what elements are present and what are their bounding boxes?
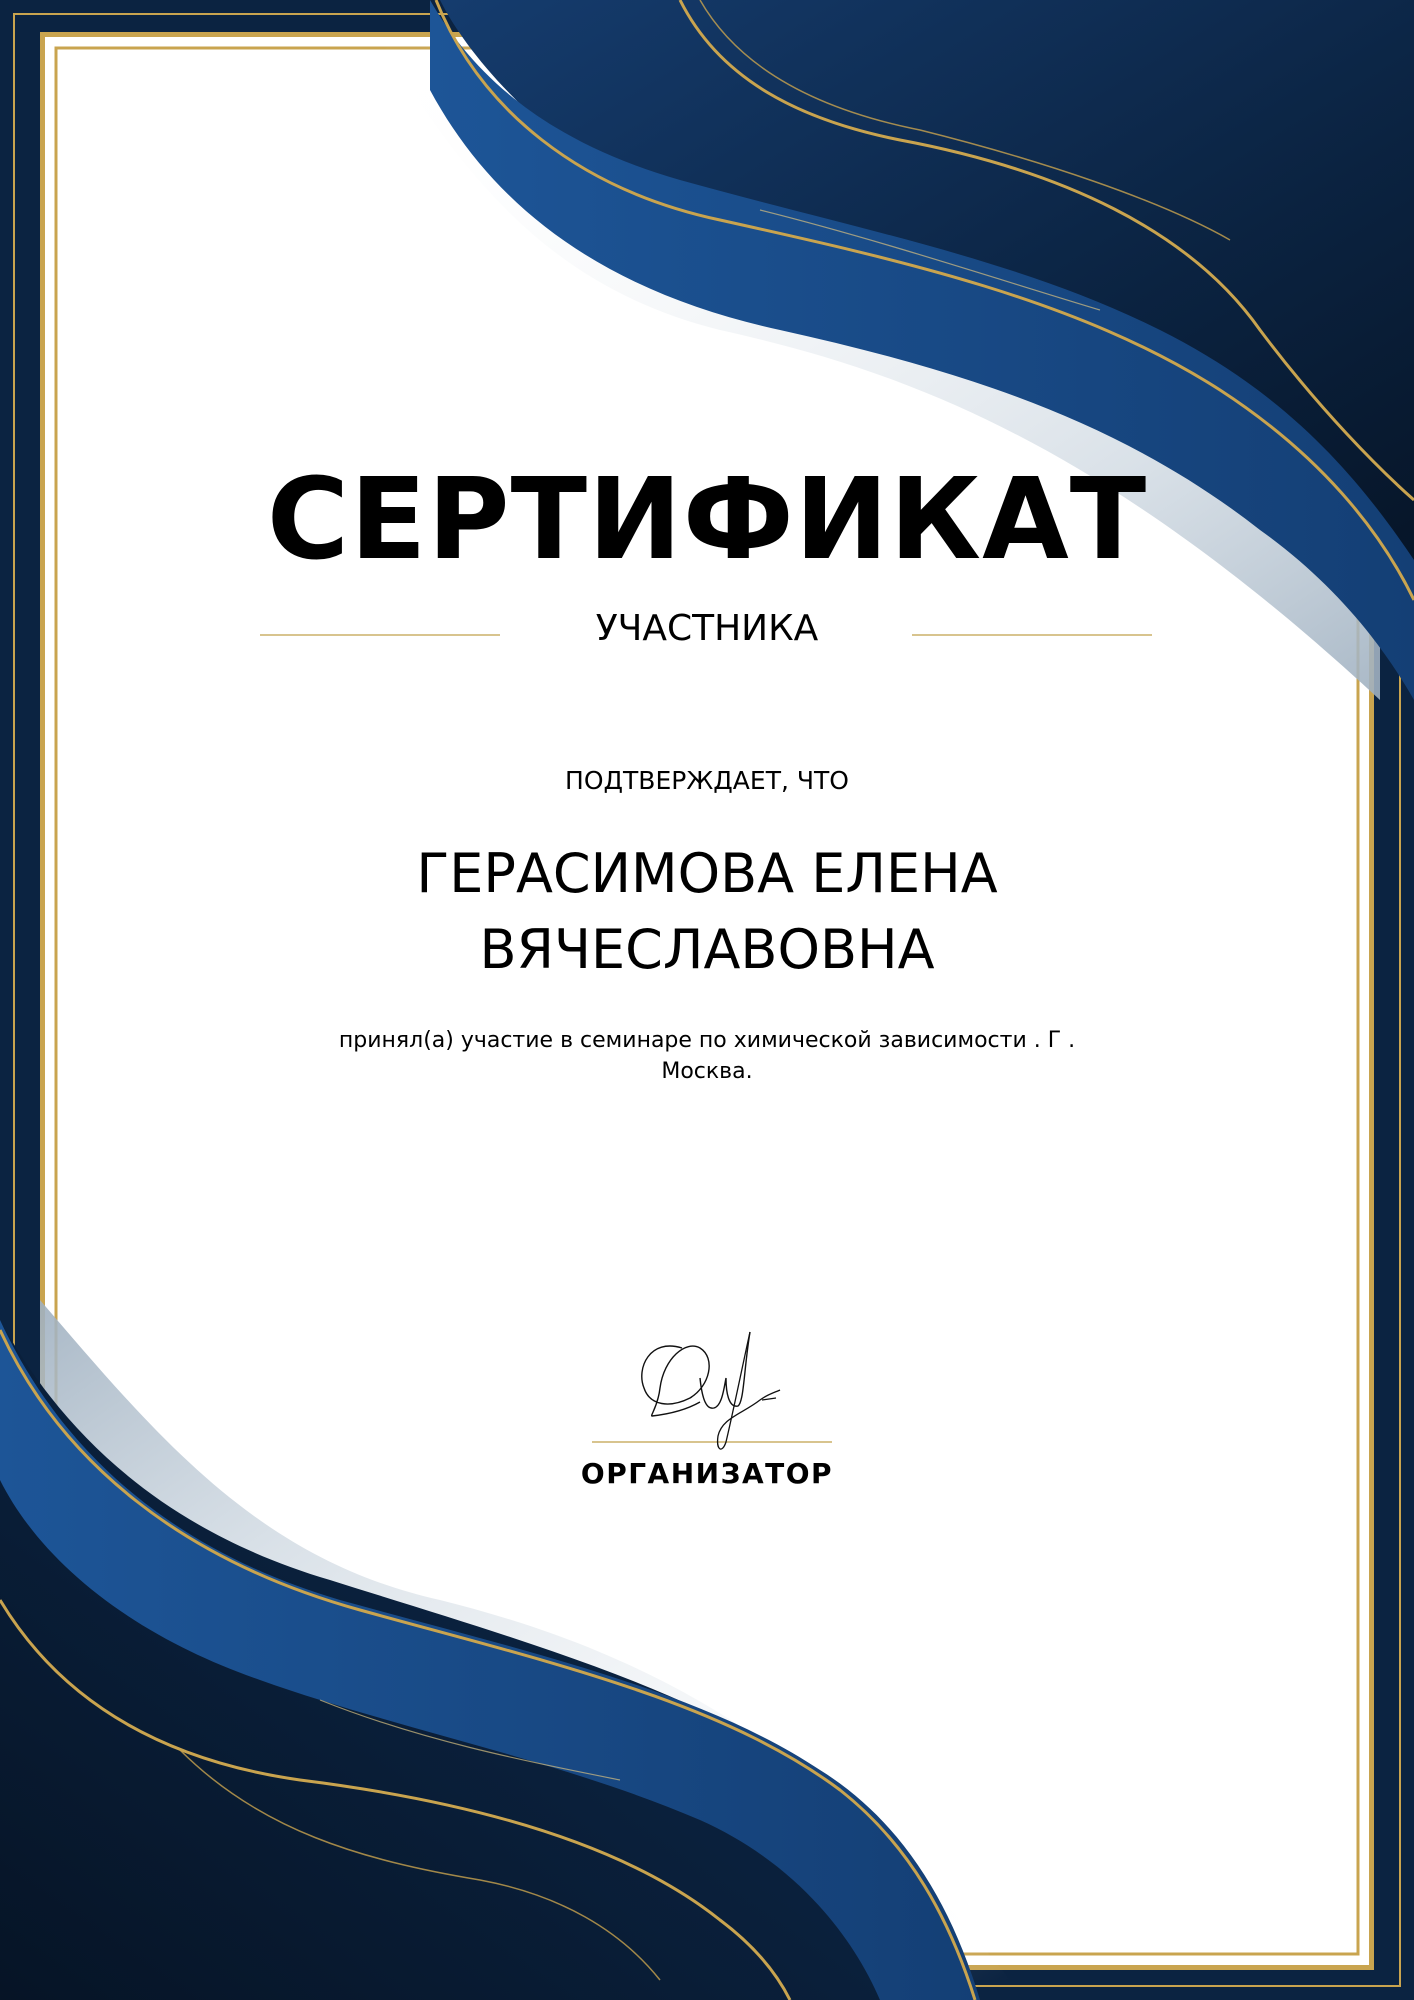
recipient-name: ГЕРАСИМОВА ЕЛЕНА ВЯЧЕСЛАВОВНА <box>416 842 998 981</box>
signer-role: ОРГАНИЗАТОР <box>580 1457 834 1490</box>
confirm-text: ПОДТВЕРЖДАЕТ, ЧТО <box>565 766 849 795</box>
description-text: принял(а) участие в семинаре по химической зависимости . Г . Москва. <box>338 1028 1076 1084</box>
signature-icon <box>630 1318 790 1458</box>
certificate-subtitle: УЧАСТНИКА <box>595 608 819 649</box>
certificate-title: СЕРТИФИКАТ <box>266 455 1148 585</box>
